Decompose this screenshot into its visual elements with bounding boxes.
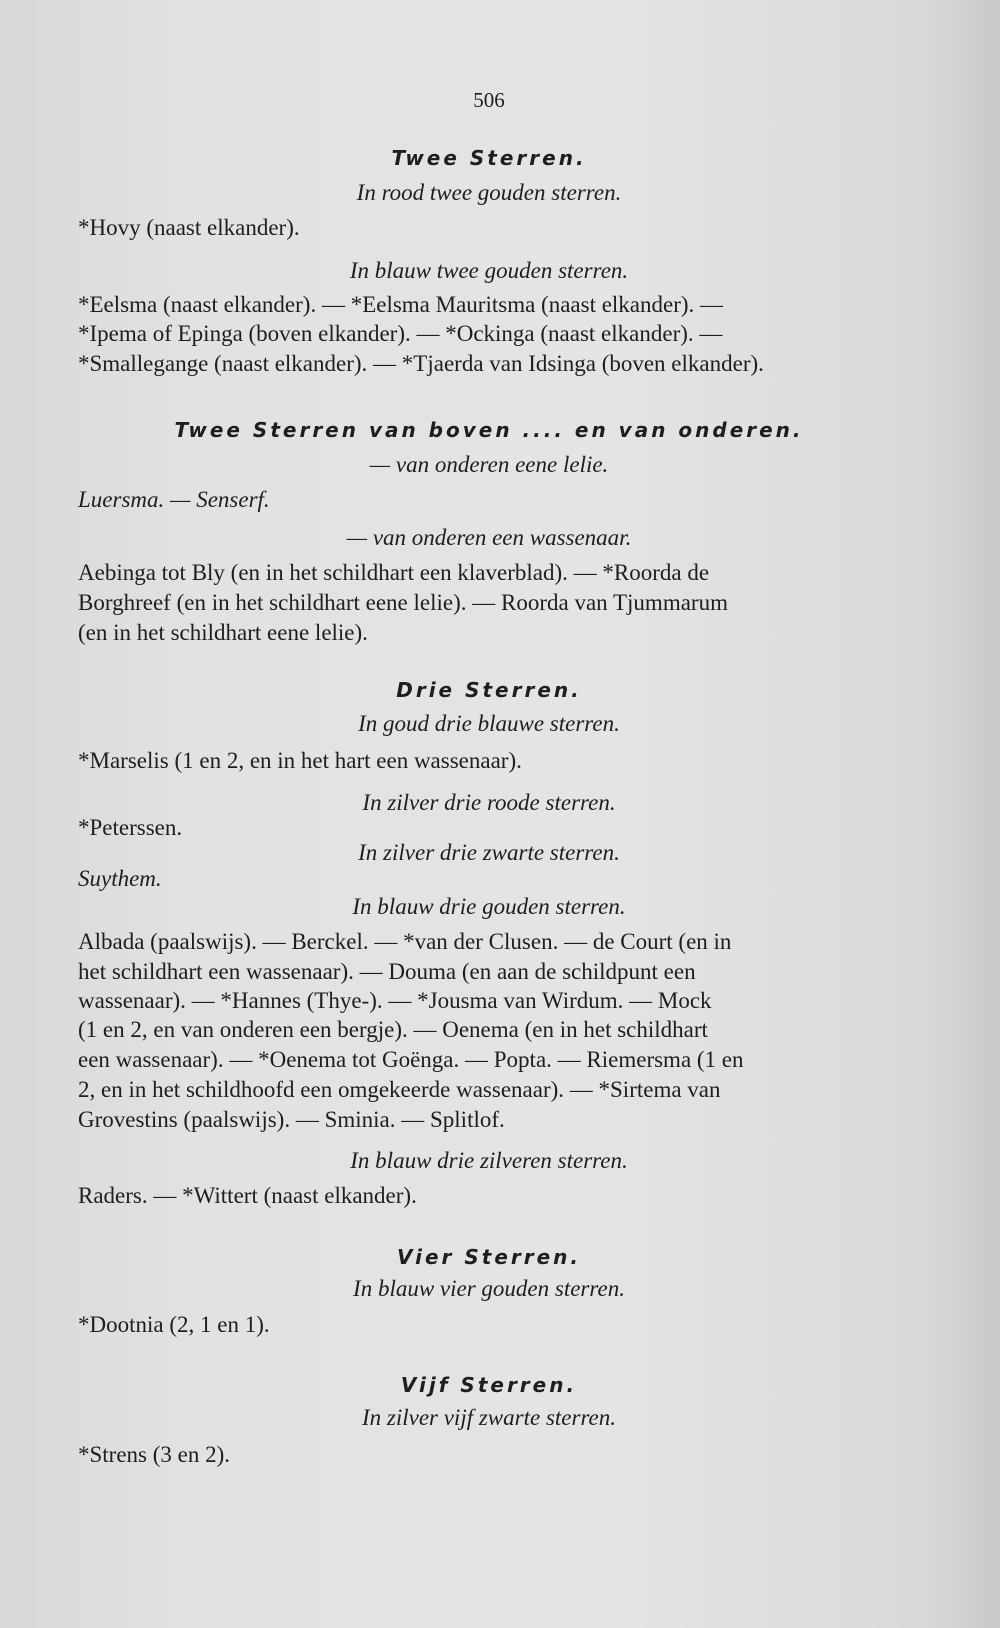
- entry-line: *Smallegange (naast elkander). — *Tjaerda van Idsinga (boven elkander).: [78, 351, 764, 376]
- entry-line: Aebinga tot Bly (en in het schildhart een klaverblad). — *Roorda de: [78, 560, 710, 585]
- entry-text: *Marselis (1 en 2, en in het hart een wassenaar).: [78, 748, 522, 773]
- entry-line: (1 en 2, en van onderen een bergje). — Oenema (en in het schildhart: [78, 1017, 708, 1042]
- entry-text: Luersma. — Senserf.: [78, 487, 270, 512]
- page-number: 506: [473, 88, 505, 112]
- entry-text: *Peterssen.: [78, 815, 183, 840]
- entry-line: 2, en in het schildhoofd een omgekeerde wassenaar). — *Sirtema van: [78, 1077, 721, 1102]
- entry-line: Albada (paalswijs). — Berckel. — *van der Clusen. — de Court (en in: [78, 929, 732, 954]
- section-heading: Vijf Sterren.: [400, 1373, 578, 1397]
- subheading: In blauw drie gouden sterren.: [352, 894, 626, 919]
- section-heading: Twee Sterren.: [391, 146, 587, 170]
- subheading: In rood twee gouden sterren.: [356, 180, 622, 205]
- subheading: In goud drie blauwe sterren.: [358, 711, 620, 736]
- subheading: In zilver vijf zwarte sterren.: [361, 1405, 617, 1430]
- entry-line: een wassenaar). — *Oenema tot Goënga. — Popta. — Riemersma (1 en: [78, 1047, 744, 1072]
- subheading: — van onderen eene lelie.: [369, 452, 609, 477]
- entry-line: Borghreef (en in het schildhart eene lelie). — Roorda van Tjummarum: [78, 590, 728, 615]
- entry-line: *Eelsma (naast elkander). — *Eelsma Mauritsma (naast elkander). —: [78, 292, 724, 317]
- entry-text: *Hovy (naast elkander).: [78, 215, 300, 240]
- entry-text: Suythem.: [78, 866, 162, 891]
- subheading: In zilver drie roode sterren.: [362, 790, 616, 815]
- entry-line: (en in het schildhart eene lelie).: [78, 620, 368, 645]
- subheading: In blauw drie zilveren sterren.: [350, 1148, 628, 1173]
- entry-line: *Ipema of Epinga (boven elkander). — *Ockinga (naast elkander). —: [78, 321, 723, 346]
- entry-line: het schildhart een wassenaar). — Douma (en aan de schildpunt een: [78, 959, 696, 984]
- subheading: In blauw vier gouden sterren.: [353, 1276, 625, 1301]
- section-heading: Vier Sterren.: [396, 1245, 582, 1269]
- entry-line: wassenaar). — *Hannes (Thye-). — *Jousma van Wirdum. — Mock: [78, 988, 712, 1013]
- section-heading: Twee Sterren van boven .... en van onderen.: [174, 418, 804, 442]
- subheading: — van onderen een wassenaar.: [346, 525, 632, 550]
- section-heading: Drie Sterren.: [396, 678, 582, 702]
- entry-text: *Strens (3 en 2).: [78, 1442, 231, 1467]
- entry-text: Raders. — *Wittert (naast elkander).: [78, 1183, 417, 1208]
- subheading: In zilver drie zwarte sterren.: [358, 840, 620, 865]
- entry-text: *Dootnia (2, 1 en 1).: [78, 1312, 270, 1337]
- subheading: In blauw twee gouden sterren.: [349, 258, 629, 283]
- entry-line: Grovestins (paalswijs). — Sminia. — Splitlof.: [78, 1107, 505, 1132]
